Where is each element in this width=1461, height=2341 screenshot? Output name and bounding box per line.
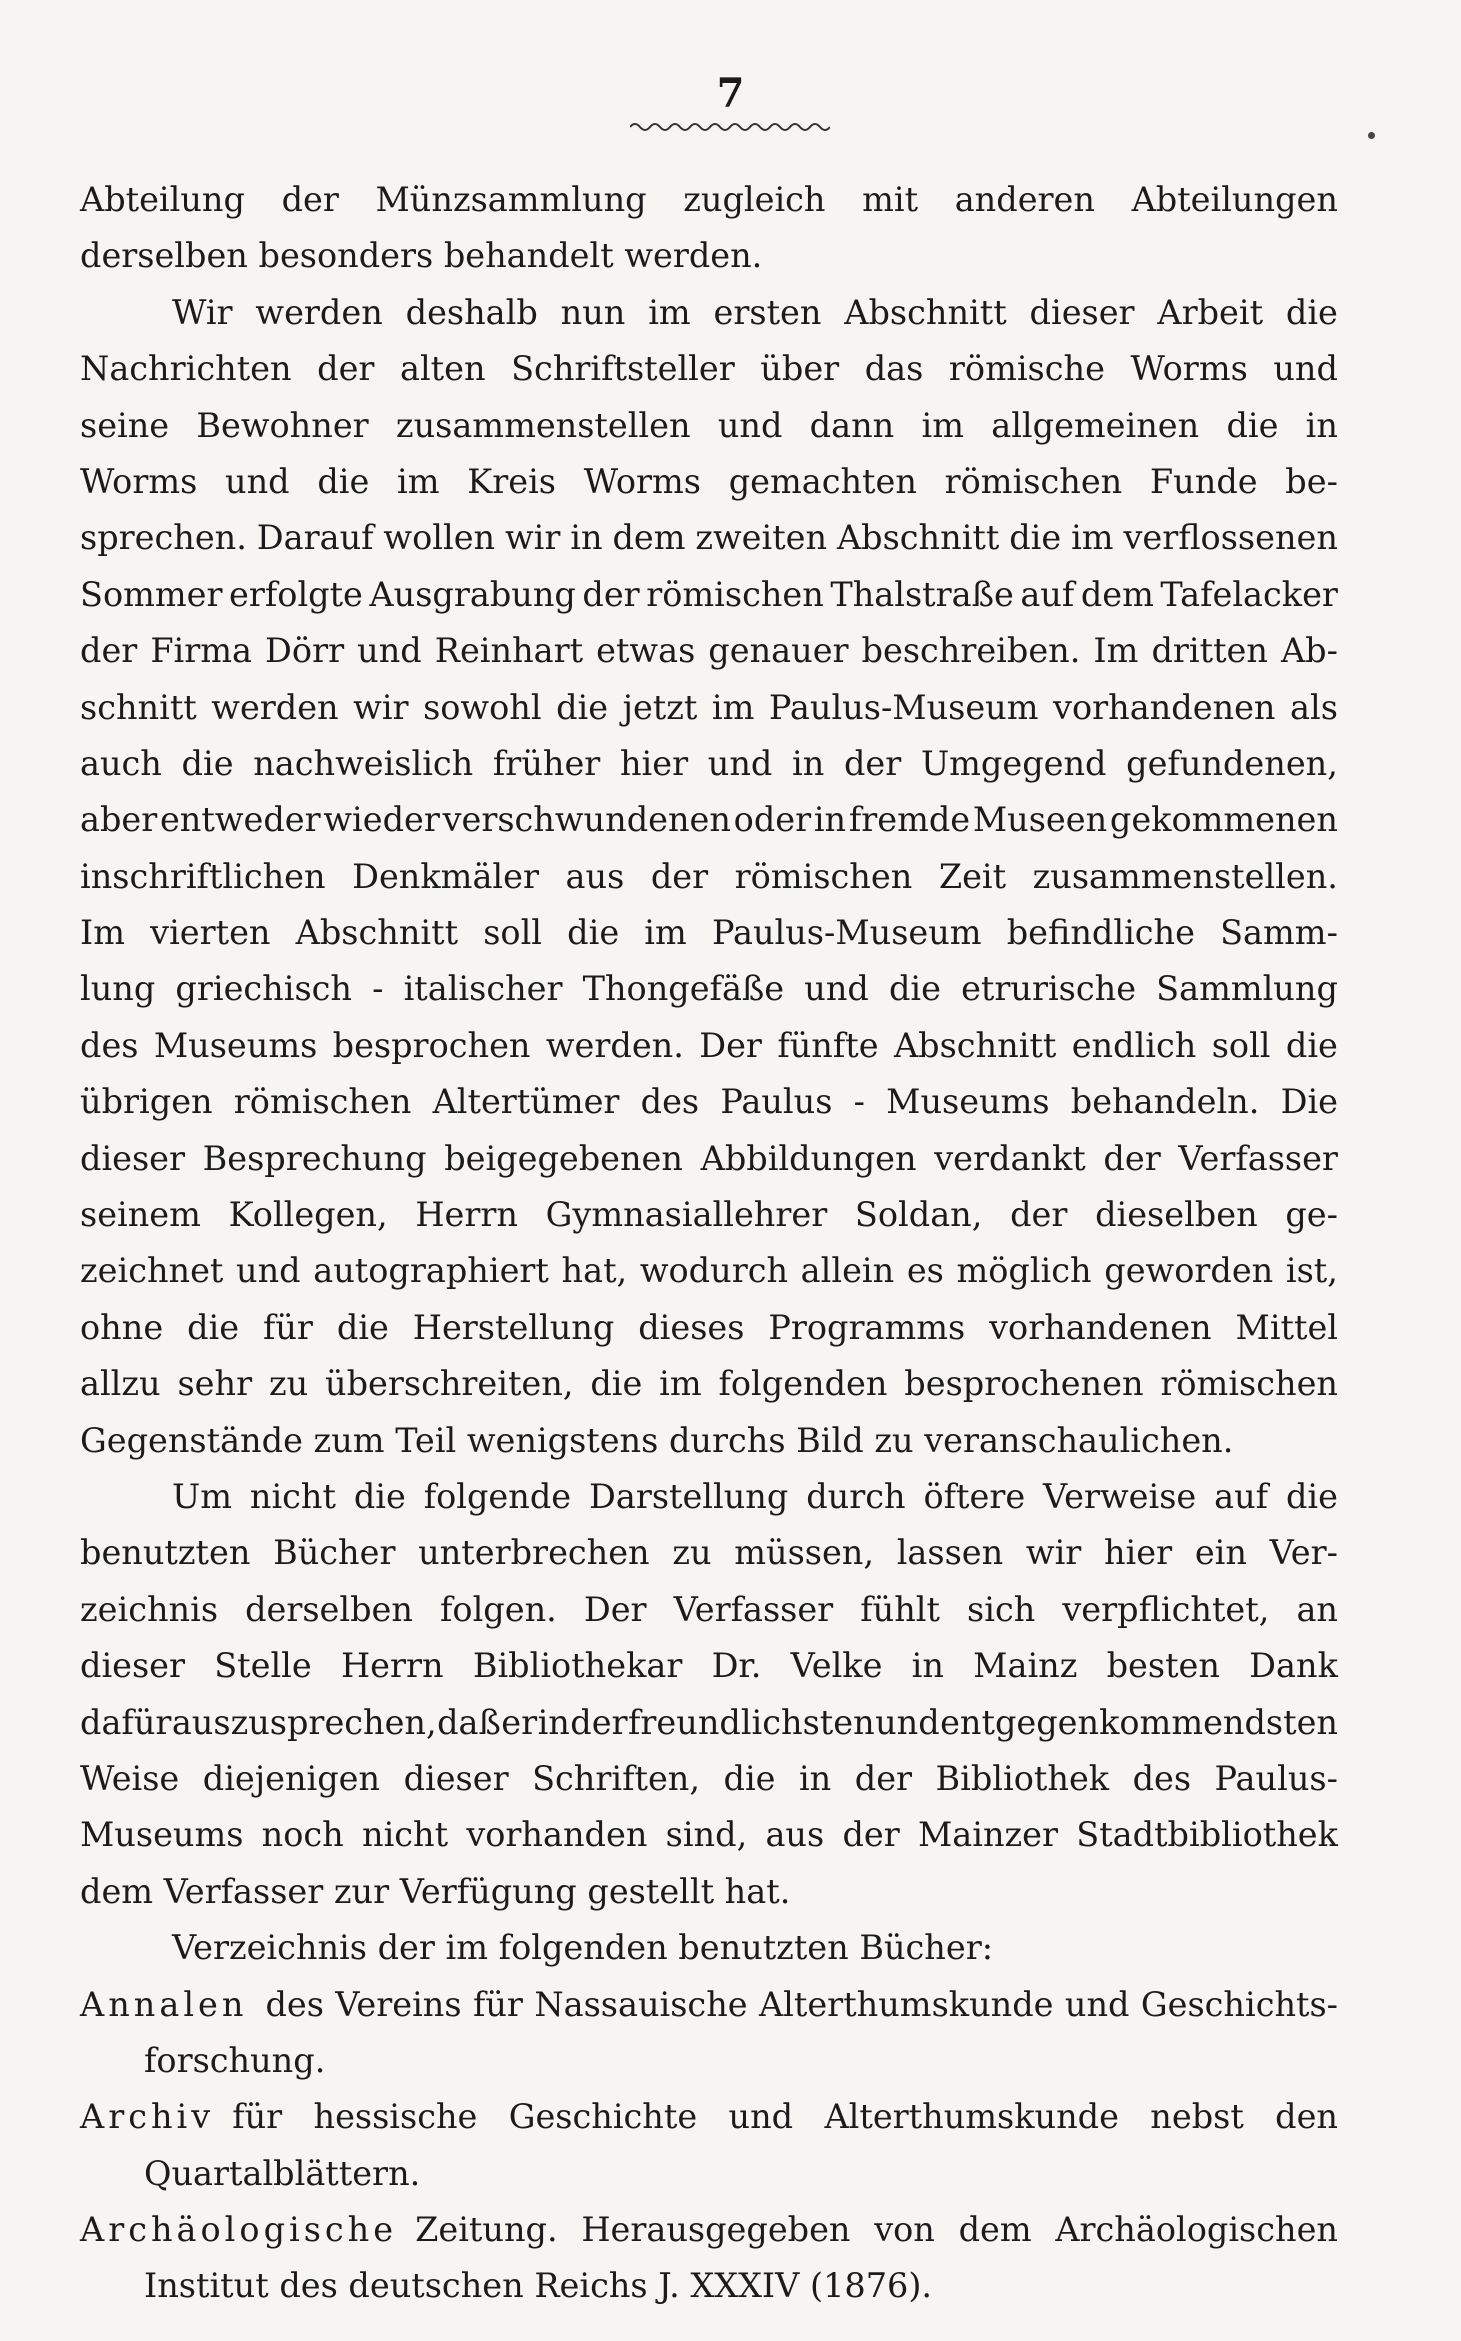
text-line: seine Bewohner zusammenstellen und dann im allgemeinen die in (80, 405, 1338, 445)
text-line: Im vierten Abschnitt soll die im Paulus-Museum befindliche Samm- (80, 913, 1338, 953)
text-line: dieser Stelle Herrn Bibliothekar Dr. Velke in Mainz besten Dank (80, 1646, 1338, 1686)
text-line: Sommer erfolgte Ausgrabung der römischen Thalstraße auf dem Tafelacker (80, 574, 1338, 614)
text-line: derselben besonders behandelt werden. (80, 236, 763, 276)
body-text (80, 172, 1338, 2315)
reference-rest: des Vereins für Nassauische Alterthumskunde und Geschichts- (265, 1984, 1338, 2024)
reference-keyword: Archäologische (80, 2210, 398, 2250)
text-line: auch die nachweislich früher hier und in der Umgegend gefundenen, (80, 743, 1338, 783)
text-line: Um nicht die folgende Darstellung durch öftere Verweise auf die (172, 1476, 1338, 1516)
text-line: Weise diejenigen dieser Schriften, die in der Bibliothek des Paulus- (80, 1758, 1338, 1798)
text-line: seinem Kollegen, Herrn Gymnasiallehrer Soldan, der dieselben ge- (80, 1195, 1338, 1235)
text-line: dafür auszusprechen, daß er in der freundlichsten und entgegenkommendsten (80, 1702, 1338, 1742)
text-line: Gegenstände zum Teil wenigstens durchs Bild zu veranschaulichen. (80, 1420, 1234, 1460)
text-line: Worms und die im Kreis Worms gemachten römischen Funde be- (80, 461, 1338, 501)
text-line: zeichnet und autographiert hat, wodurch allein es möglich geworden ist, (80, 1251, 1338, 1291)
text-line: Nachrichten der alten Schriftsteller über das römische Worms und (80, 349, 1338, 389)
text-line: Abteilung der Münzsammlung zugleich mit anderen Abteilungen (80, 180, 1338, 219)
text-line: Museums noch nicht vorhanden sind, aus der Mainzer Stadtbibliothek (80, 1815, 1338, 1855)
text-line: sprechen. Darauf wollen wir in dem zweiten Abschnitt die im verflossenen (80, 518, 1338, 558)
references-heading: Verzeichnis der im folgenden benutzten Bücher: (172, 1928, 993, 1968)
text-line: benutzten Bücher unterbrechen zu müssen, lassen wir hier ein Ver- (80, 1533, 1338, 1573)
reference-keyword: Annalen (80, 1984, 248, 2024)
text-line: des Museums besprochen werden. Der fünfte Abschnitt endlich soll die (80, 1025, 1338, 1065)
reference-rest: für hessische Geschichte und Alterthumskunde nebst den (232, 2097, 1338, 2137)
page-number: 7 (716, 70, 745, 117)
text-line: inschriftlichen Denkmäler aus der römischen Zeit zusammenstellen. (80, 856, 1338, 896)
reference-entry (80, 2089, 1338, 2145)
reference-continuation: Quartalblättern. (144, 2153, 421, 2193)
print-speck (1368, 132, 1375, 139)
text-line: allzu sehr zu überschreiten, die im folgenden besprochenen römischen (80, 1364, 1338, 1404)
text-line: lung griechisch - italischer Thongefäße und die etrurische Sammlung (80, 969, 1338, 1009)
text-line: dieser Besprechung beigegebenen Abbildungen verdankt der Verfasser (80, 1138, 1338, 1178)
reference-continuation: forschung. (144, 2040, 326, 2080)
text-line: schnitt werden wir sowohl die jetzt im Paulus-Museum vorhandenen als (80, 687, 1338, 727)
text-line: dem Verfasser zur Verfügung gestellt hat. (80, 1871, 791, 1911)
wavy-rule-ornament (630, 120, 830, 134)
text-line: übrigen römischen Altertümer des Paulus - Museums behandeln. Die (80, 1082, 1338, 1122)
text-line: ohne die für die Herstellung dieses Programms vorhandenen Mittel (80, 1307, 1338, 1347)
reference-entry (80, 1977, 1338, 2033)
reference-continuation: Institut des deutschen Reichs J. XXXIV (1876). (144, 2266, 933, 2306)
text-line: der Firma Dörr und Reinhart etwas genauer beschreiben. Im dritten Ab- (80, 631, 1338, 671)
reference-entry (80, 2202, 1338, 2258)
text-line: Wir werden deshalb nun im ersten Abschnitt dieser Arbeit die (172, 292, 1338, 332)
reference-keyword: Archiv (80, 2097, 215, 2137)
reference-rest: Zeitung. Herausgegeben von dem Archäologischen (415, 2210, 1338, 2250)
text-line: zeichnis derselben folgen. Der Verfasser fühlt sich verpflichtet, an (80, 1589, 1338, 1629)
text-line: aber entweder wieder verschwundenen oder in fremde Museen gekommenen (80, 800, 1338, 840)
